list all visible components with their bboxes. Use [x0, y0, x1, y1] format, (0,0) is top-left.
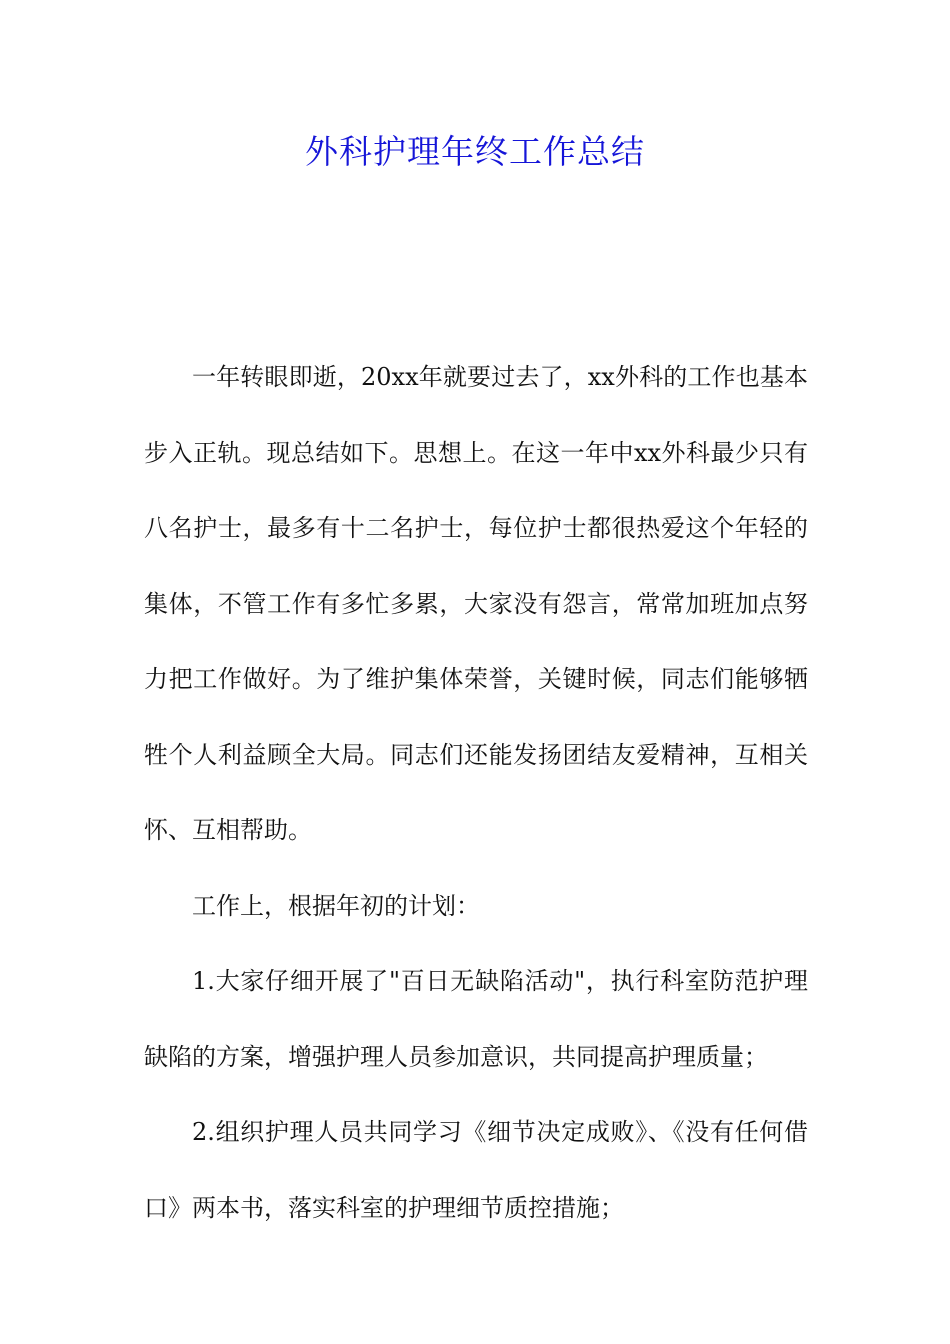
paragraph-item-2: 2.组织护理人员共同学习《细节决定成败》、《没有任何借口》两本书，落实科室的护理细节质控措施； [144, 1118, 808, 1222]
document-title: 外科护理年终工作总结 [305, 132, 645, 171]
document-body [144, 340, 808, 1246]
paragraph-work-plan: 工作上，根据年初的计划： [192, 891, 480, 920]
paragraph-item-1: 1.大家仔细开展了"百日无缺陷活动"，执行科室防范护理缺陷的方案，增强护理人员参加意识，共同提高护理质量； [144, 967, 808, 1071]
paragraph-intro: 一年转眼即逝，20xx年就要过去了，xx外科的工作也基本步入正轨。现总结如下。思想上。在这一年中xx外科最少只有八名护士，最多有十二名护士，每位护士都很热爱这个年轻的集体，不管工作有多忙多累，大家没有怨言，常常加班加点努力把工作做好。为了维护集体荣誉，关键时候，同志们能够牺牲个人利益顾全大局。同志们还能发扬团结友爱精神，互相关怀、互相帮助。 [144, 363, 808, 844]
